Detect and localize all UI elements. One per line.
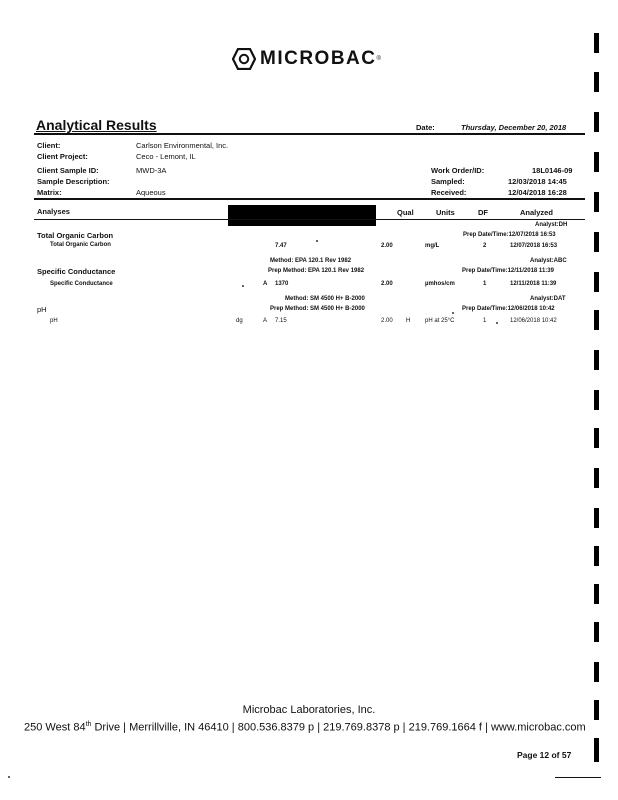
scan-marks (594, 0, 604, 800)
ph-df: 1 (483, 318, 487, 324)
page-title: Analytical Results (36, 117, 157, 133)
scan-mark (594, 390, 599, 410)
spc-prep: Prep Date/Time:12/11/2018 11:39 (462, 268, 554, 274)
work-order-value: 18L0146-09 (532, 166, 573, 175)
spc-result: 1370 (275, 281, 289, 287)
toc-row-name: Total Organic Carbon (50, 242, 111, 248)
scan-mark (594, 546, 599, 566)
scan-speck (242, 285, 244, 287)
spc-prep-method: Prep Method: EPA 120.1 Rev 1982 (268, 268, 365, 274)
microbac-logo (232, 48, 381, 70)
footer-address-rest: Drive | Merrillville, IN 46410 | 800.536.8379 p | 219.769.8378 p | 219.769.1664 f | www.microbac.com (91, 721, 586, 734)
ph-analyst: Analyst:DAT (530, 296, 566, 302)
received-label: Received: (431, 188, 467, 197)
scan-mark (594, 192, 599, 212)
sampled-label: Sampled: (431, 177, 465, 186)
logo-text: MICROBAC (260, 48, 377, 69)
ph-prep: Prep Date/Time:12/06/2018 10:42 (462, 306, 555, 312)
spc-df: 1 (483, 281, 487, 287)
ph-method: Method: SM 4500 H+ B-2000 (285, 296, 365, 302)
toc-analyst: Analyst:DH (535, 222, 568, 228)
footer-address (24, 721, 586, 734)
client-value: Carlson Environmental, Inc. (136, 141, 229, 150)
footer-company: Microbac Laboratories, Inc. (242, 704, 376, 716)
scan-mark (594, 232, 599, 252)
scan-mark (594, 700, 599, 720)
scan-speck (316, 240, 318, 242)
spc-heading: Specific Conductance (37, 267, 116, 276)
scan-mark (594, 428, 599, 448)
client-label: Client: (37, 141, 61, 150)
scan-mark (594, 272, 599, 292)
title-rule (34, 133, 585, 135)
spc-units: µmhos/cm (425, 281, 455, 287)
ph-marker: dg (236, 318, 243, 324)
page-number: Page 12 of 57 (517, 750, 572, 760)
toc-units: mg/L (425, 243, 440, 249)
spc-row-name: Specific Conductance (50, 281, 113, 287)
received-value: 12/04/2018 16:28 (508, 188, 567, 197)
scan-mark (594, 662, 599, 682)
footer-address-suffix: th (85, 721, 92, 728)
ph-prep-method: Prep Method: SM 4500 H+ B-2000 (270, 306, 365, 312)
microbac-logo-icon (232, 48, 256, 70)
client-project-label: Client Project: (37, 152, 88, 161)
scan-mark (594, 468, 599, 488)
scan-mark (594, 72, 599, 92)
matrix-value: Aqueous (136, 188, 166, 197)
ph-heading: pH (37, 305, 47, 314)
spc-flag: A (263, 281, 268, 287)
scan-mark (594, 622, 599, 642)
redaction-bar (228, 205, 376, 226)
col-qual: Qual (397, 208, 414, 217)
col-df: DF (478, 208, 488, 217)
spc-analyst: Analyst:ABC (530, 258, 567, 264)
ph-flag: A (263, 318, 268, 324)
scan-mark (594, 508, 599, 528)
client-project-value: Ceco - Lemont, IL (136, 152, 196, 161)
sampled-value: 12/03/2018 14:45 (508, 177, 567, 186)
scan-mark (594, 33, 599, 53)
scan-mark (594, 310, 599, 330)
ph-analyzed: 12/06/2018 10:42 (510, 318, 557, 324)
scan-mark (594, 152, 599, 172)
toc-prep: Prep Date/Time:12/07/2018 16:53 (463, 232, 556, 238)
spc-method: Method: EPA 120.1 Rev 1982 (270, 258, 352, 264)
matrix-label: Matrix: (37, 188, 62, 197)
toc-df: 2 (483, 243, 487, 249)
footer-address-start: 250 West 84 (24, 721, 86, 734)
toc-result: 7.47 (275, 243, 287, 249)
ph-rl: 2.00 (381, 318, 393, 324)
info-rule (34, 198, 585, 200)
scan-mark (594, 738, 599, 762)
scan-mark (594, 584, 599, 604)
col-units: Units (436, 208, 455, 217)
sample-description-label: Sample Description: (37, 177, 110, 186)
col-analyses: Analyses (37, 207, 70, 216)
logo-registered-mark: ® (376, 56, 381, 62)
scan-speck (8, 776, 10, 778)
ph-result: 7.15 (275, 318, 287, 324)
spc-rl: 2.00 (381, 281, 393, 287)
col-analyzed: Analyzed (520, 208, 553, 217)
toc-rl: 2.00 (381, 243, 393, 249)
scan-mark (594, 350, 599, 370)
scan-speck (496, 322, 498, 324)
scan-speck (452, 312, 454, 314)
scan-mark (594, 112, 599, 132)
ph-qual: H (406, 318, 411, 324)
toc-analyzed: 12/07/2018 16:53 (510, 243, 558, 249)
work-order-label: Work Order/ID: (431, 166, 485, 175)
ph-row-name: pH (50, 318, 58, 324)
header-rule (34, 219, 585, 220)
ph-units: pH at 25°C (425, 318, 455, 324)
spc-analyzed: 12/11/2018 11:39 (510, 281, 557, 287)
client-sample-id-label: Client Sample ID: (37, 166, 99, 175)
toc-heading: Total Organic Carbon (37, 231, 114, 240)
date-label: Date: (416, 123, 435, 132)
client-sample-id-value: MWD-3A (136, 166, 167, 175)
date-value: Thursday, December 20, 2018 (461, 123, 567, 132)
